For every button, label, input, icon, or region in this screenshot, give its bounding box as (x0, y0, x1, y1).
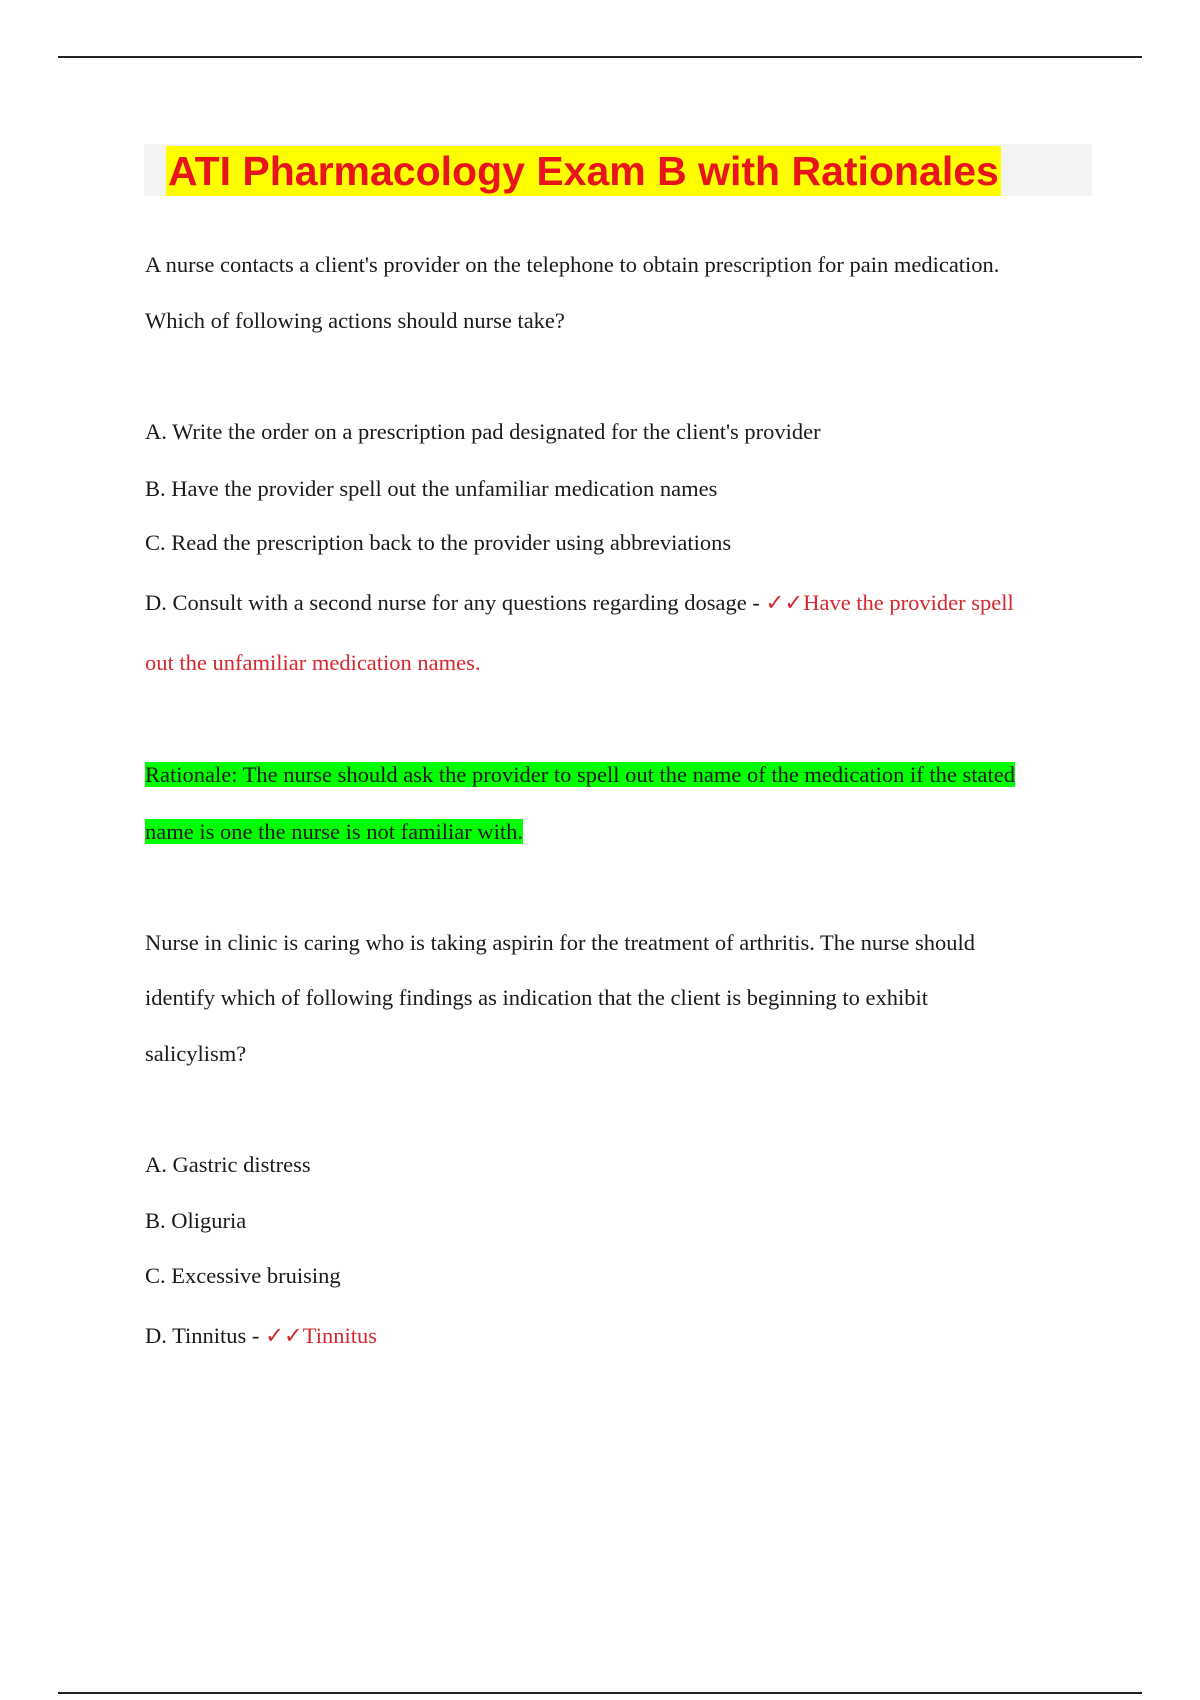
question-2-option-c: C. Excessive bruising (145, 1263, 341, 1288)
bottom-rule (58, 1692, 1142, 1694)
question-2-answer: ✓✓Tinnitus (265, 1323, 377, 1348)
question-1-rationale-line-2 (145, 817, 523, 847)
document-title: ATI Pharmacology Exam B with Rationales (168, 148, 999, 194)
question-1-stem-line-1: A nurse contacts a client's provider on the telephone to obtain prescription for pain medication. (145, 252, 1000, 277)
question-1-stem-line-2: Which of following actions should nurse take? (145, 308, 565, 333)
question-1-option-c: C. Read the prescription back to the provider using abbreviations (145, 530, 732, 555)
question-2-stem-line-1: Nurse in clinic is caring who is taking aspirin for the treatment of arthritis. The nurse should (145, 930, 976, 955)
question-1-answer: ✓✓Have the provider spell (765, 590, 1014, 615)
question-2-option-d-text: D. Tinnitus - (145, 1323, 266, 1348)
question-2-stem-line-3: salicylism? (145, 1041, 247, 1066)
question-1-option-d-text: D. Consult with a second nurse for any questions regarding dosage - (145, 590, 766, 615)
question-1-rationale-line-1 (145, 760, 1015, 790)
question-1-answer-continued: out the unfamiliar medication names. (145, 650, 481, 675)
question-2-option-a: A. Gastric distress (145, 1152, 311, 1177)
rationale-highlight: name is one the nurse is not familiar with. (145, 819, 524, 844)
question-2-option-d (145, 1321, 377, 1351)
top-rule (58, 56, 1142, 58)
question-1-option-a: A. Write the order on a prescription pad designated for the client's provider (145, 419, 821, 444)
question-1-option-b: B. Have the provider spell out the unfamiliar medication names (145, 476, 718, 501)
rationale-highlight: Rationale: The nurse should ask the provider to spell out the name of the medication if the stated (145, 762, 1015, 787)
question-2-option-b: B. Oliguria (145, 1208, 247, 1233)
question-2-stem-line-2: identify which of following findings as indication that the client is beginning to exhibit (145, 985, 928, 1010)
question-1-option-d (145, 588, 1014, 618)
